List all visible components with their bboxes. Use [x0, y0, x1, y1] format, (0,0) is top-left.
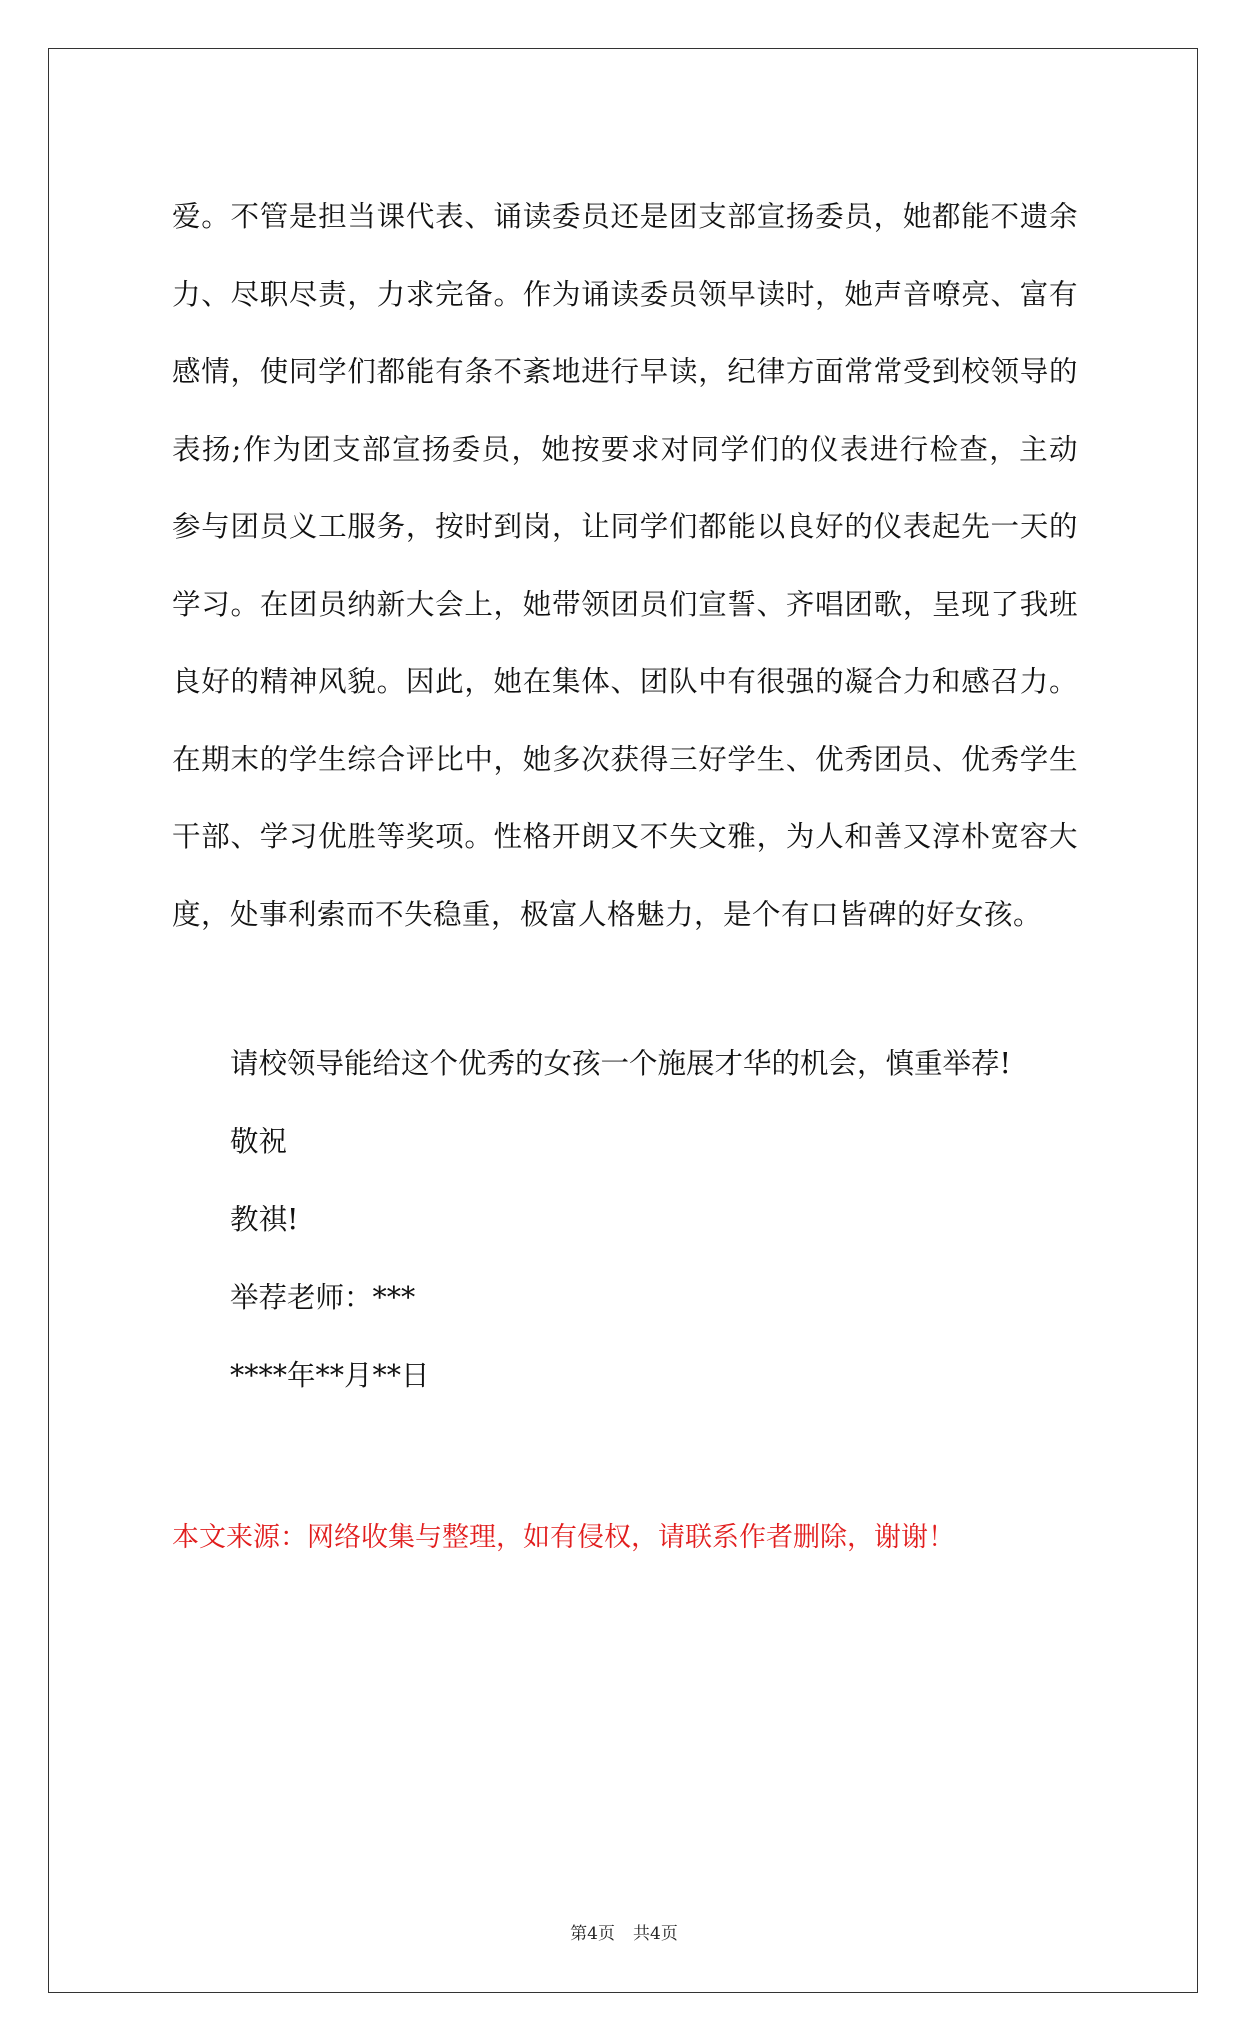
- recommendation-line: 请校领导能给这个优秀的女孩一个施展才华的机会，慎重举荐!: [230, 1047, 1011, 1080]
- salutation-line: 敬祝: [230, 1125, 288, 1158]
- signature-line: 举荐老师：***: [230, 1281, 416, 1314]
- source-note: 本文来源：网络收集与整理，如有侵权，请联系作者删除，谢谢！: [172, 1522, 955, 1553]
- date-line: ****年**月**日: [230, 1359, 430, 1392]
- page-footer: [0, 1922, 1248, 1946]
- salutation-closing: 教祺!: [230, 1203, 299, 1236]
- body-paragraph: 爱。不管是担当课代表、诵读委员还是团支部宣扬委员，她都能不遗余力、尽职尽责，力求完备。作为诵读委员领早读时，她声音嘹亮、富有感情，使同学们都能有条不紊地进行早读，纪律方面常常受到校领导的表扬;作为团支部宣扬委员，她按要求对同学们的仪表进行检查，主动参与团员义工服务，按时到岗，让同学们都能以良好的仪表起先一天的学习。在团员纳新大会上，她带领团员们宣誓、齐唱团歌，呈现了我班良好的精神风貌。因此，她在集体、团队中有很强的凝合力和感召力。在期末的学生综合评比中，她多次获得三好学生、优秀团员、优秀学生干部、学习优胜等奖项。性格开朗又不失文雅，为人和善又淳朴宽容大度，处事利索而不失稳重，极富人格魅力，是个有口皆碑的好女孩。: [172, 200, 1078, 931]
- page-total: 共4页: [633, 1924, 678, 1944]
- page-number: 第4页: [570, 1924, 615, 1944]
